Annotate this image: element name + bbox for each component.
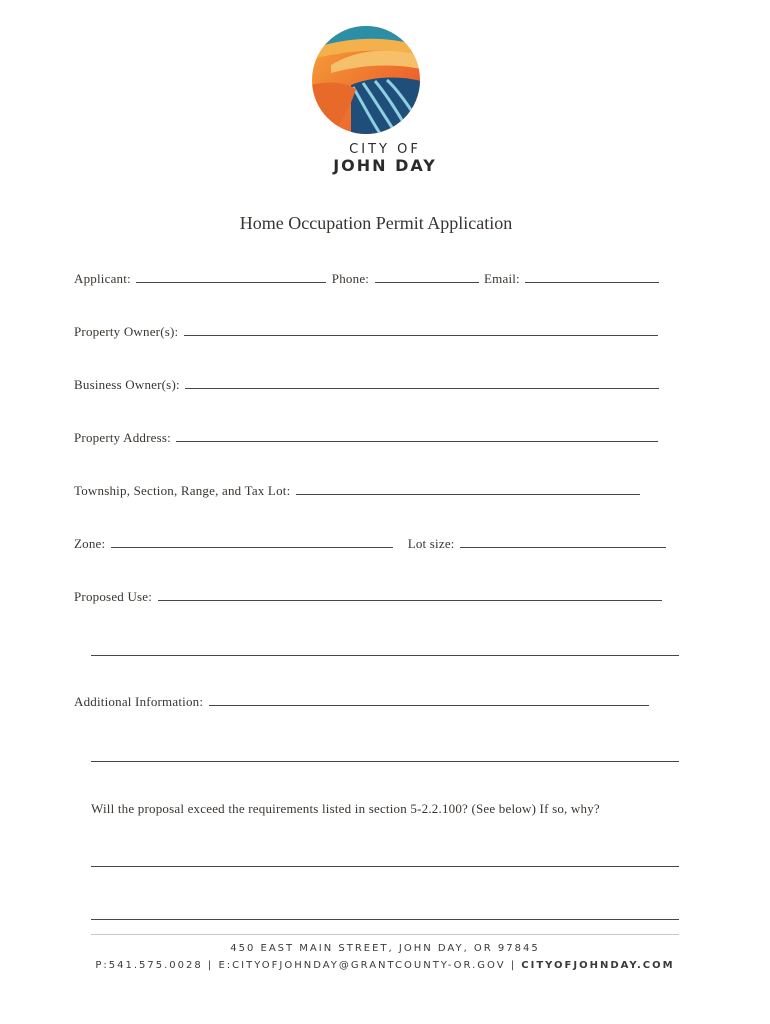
- property-owners-field[interactable]: [184, 334, 658, 336]
- business-owners-field[interactable]: [185, 387, 659, 389]
- zone-row: [74, 536, 668, 552]
- footer-contact: P:541.575.0028 | E:CITYOFJOHNDAY@GRANTCOUNTY-OR.GOV |: [95, 960, 517, 971]
- zone-field[interactable]: [111, 546, 393, 548]
- footer-contact-row: [0, 960, 770, 971]
- property-address-row: [74, 430, 660, 446]
- township-label: Township, Section, Range, and Tax Lot:: [74, 483, 291, 498]
- township-field[interactable]: [296, 493, 640, 495]
- lot-size-field[interactable]: [460, 546, 666, 548]
- additional-info-label: Additional Information:: [74, 694, 204, 709]
- property-address-field[interactable]: [176, 440, 658, 442]
- business-owners-row: [74, 377, 661, 393]
- proposed-use-extra-line[interactable]: [91, 655, 679, 656]
- additional-info-extra-line[interactable]: [91, 761, 679, 762]
- applicant-field[interactable]: [136, 281, 326, 283]
- township-row: [74, 483, 642, 499]
- property-owners-label: Property Owner(s):: [74, 324, 179, 339]
- lot-size-label: Lot size:: [407, 536, 455, 551]
- proposed-use-row: [74, 589, 664, 605]
- city-logo: [311, 25, 421, 135]
- property-address-label: Property Address:: [74, 430, 171, 445]
- additional-info-field[interactable]: [209, 704, 649, 706]
- logo-city-of: CITY OF: [349, 142, 421, 157]
- answer-line-1[interactable]: [91, 866, 679, 867]
- question-text: Will the proposal exceed the requirements listed in section 5-2.2.100? (See below) If so, why?: [91, 801, 600, 816]
- property-owners-row: [74, 324, 660, 340]
- page-title: Home Occupation Permit Application: [239, 213, 513, 233]
- zone-label: Zone:: [74, 536, 106, 551]
- logo-city-name: JOHN DAY: [333, 156, 437, 175]
- phone-field[interactable]: [375, 281, 479, 283]
- applicant-row: [74, 271, 661, 287]
- proposed-use-label: Proposed Use:: [74, 589, 153, 604]
- proposed-use-field[interactable]: [158, 599, 662, 601]
- additional-info-row: [74, 694, 651, 710]
- footer-divider: [91, 934, 679, 935]
- footer-website[interactable]: CITYOFJOHNDAY.COM: [521, 960, 675, 971]
- email-label: Email:: [484, 271, 520, 286]
- answer-line-2[interactable]: [91, 919, 679, 920]
- phone-label: Phone:: [331, 271, 370, 286]
- applicant-label: Applicant:: [74, 271, 131, 286]
- email-field[interactable]: [525, 281, 659, 283]
- business-owners-label: Business Owner(s):: [74, 377, 180, 392]
- footer-address: 450 EAST MAIN STREET, JOHN DAY, OR 97845: [230, 943, 540, 954]
